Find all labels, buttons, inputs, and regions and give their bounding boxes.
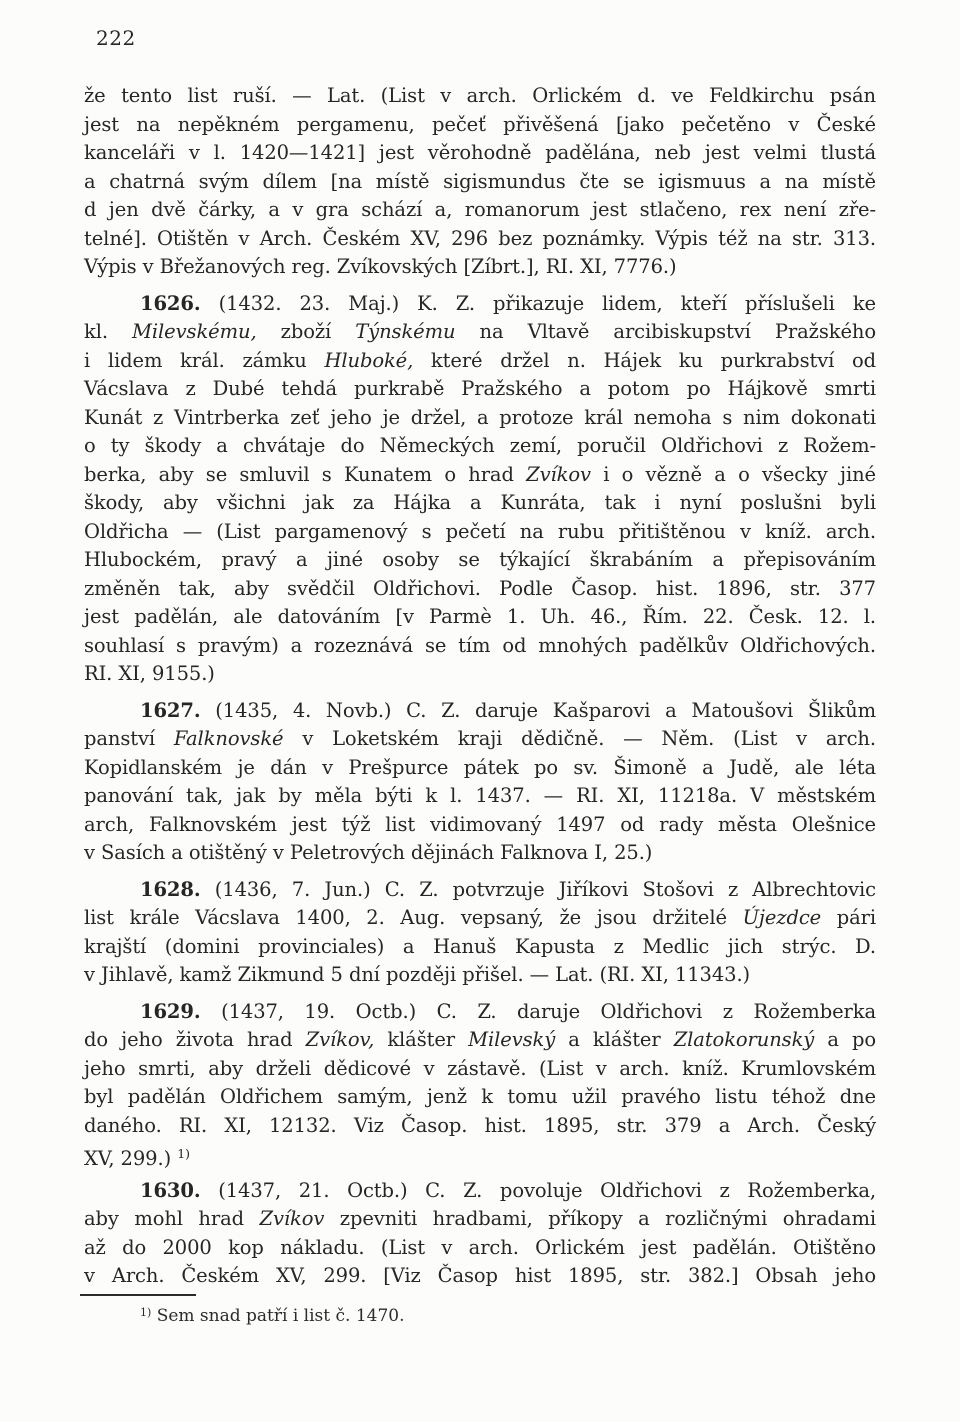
text-segment: RI. XI, 9155.) <box>84 662 215 685</box>
paragraph-entry-1628 <box>84 876 876 990</box>
text-line <box>84 603 876 632</box>
footnote-text <box>140 1306 405 1326</box>
text-line <box>84 811 876 840</box>
text-segment: Kunát z Vintrberka zeť jeho je držel, a protoze král nemoha s nim dokonati <box>84 405 876 429</box>
text-segment: i lidem král. zámku <box>84 348 325 372</box>
text-segment: až do 2000 kop nákladu. (List v arch. Orlickém jest padělán. Otištěno <box>84 1235 876 1259</box>
text-line <box>84 432 876 461</box>
text-line <box>84 518 876 547</box>
text-segment: změněn tak, aby svědčil Oldřichovi. Podle Časop. hist. 1896, str. 377 <box>84 576 876 600</box>
text-line <box>84 461 876 490</box>
paragraph-continuation <box>84 82 876 282</box>
text-segment: Týnskému <box>355 320 456 343</box>
text-line <box>84 318 876 347</box>
text-line <box>84 489 876 518</box>
text-segment: v Jihlavě, kamž Zikmund 5 dní později přišel. — Lat. (RI. XI, 11343.) <box>84 963 751 986</box>
text-segment: kanceláři v l. 1420—1421] jest věrohodně padělána, neb jest velmi tlustá <box>84 141 876 164</box>
text-segment: Zlatokorunský <box>673 1028 815 1051</box>
text-line <box>84 1234 876 1263</box>
text-line <box>84 904 876 933</box>
text-segment: XV, 299.) <box>84 1147 178 1170</box>
text-line <box>84 404 876 433</box>
text-segment: Kopidlanském je dán v Prešpurce pátek po sv. Šimoně a Judě, ale léta <box>84 755 876 779</box>
text-segment: jest na nepěkném pergamenu, pečeť přivěšená [jako pečetěno v České <box>84 112 876 136</box>
text-line <box>84 660 876 689</box>
text-segment: pári <box>821 906 876 929</box>
text-segment: že tento list ruší. — Lat. (List v arch. Orlickém d. ve Feldkirchu psán <box>84 84 876 107</box>
text-segment: telné]. Otištěn v Arch. Českém XV, 296 bez poznámky. Výpis též na str. 313. <box>84 226 876 250</box>
text-segment: jeho smrti, aby drželi dědicové v zástavě. (List v arch. kníž. Krumlovském <box>84 1056 876 1080</box>
text-segment: jest padělán, ale datováním [v Parmè 1. Uh. 46., Řím. 22. Česk. 12. l. <box>84 605 876 628</box>
text-segment: Falknovské <box>173 727 284 750</box>
text-segment: arch, Falknovském jest týž list vidimovaný 1497 od rady města Olešnice <box>84 812 876 836</box>
text-segment: Hluboké, <box>324 348 414 372</box>
text-segment: list krále Vácslava 1400, 2. Aug. vepsaný, že jsou držitelé <box>84 906 743 929</box>
text-segment: na Vltavě arcibiskupství Pražského <box>455 320 876 343</box>
text-line <box>84 1112 876 1141</box>
text-segment: (1435, 4. Novb.) C. Z. daruje Kašparovi a Matoušovi Šlikům <box>200 698 876 722</box>
text-segment: Milevskému, <box>132 320 257 343</box>
text-line <box>84 111 876 140</box>
text-segment: které držel n. Hájek ku purkrabství od <box>413 348 876 372</box>
text-segment: Vácslava z Dubé tehdá purkrabě Pražského a potom po Hájkově smrti <box>84 377 876 400</box>
text-line <box>84 347 876 376</box>
paragraph-entry-1629 <box>84 998 876 1169</box>
text-line <box>84 225 876 254</box>
text-segment: (1436, 7. Jun.) C. Z. potvrzuje Jiříkovi Stošovi z Albrechtovic <box>200 877 876 901</box>
entry-number: 1630. <box>140 1178 201 1202</box>
text-segment: Sem snad patří i list č. 1470. <box>151 1306 405 1326</box>
text-segment: souhlasí s pravým) a rozeznává se tím od mnohých padělkův Oldřichových. <box>84 633 876 657</box>
text-segment: zboží <box>256 320 356 343</box>
text-line <box>84 168 876 197</box>
text-segment: v Sasích a otištěný v Peletrových dějinách Falknova I, 25.) <box>84 841 653 864</box>
entry-number: 1626. <box>140 291 201 315</box>
text-segment: panství <box>84 727 174 750</box>
text-segment: Milevský <box>468 1028 556 1051</box>
text-line <box>84 1083 876 1112</box>
text-line <box>84 1026 876 1055</box>
text-segment: a klášter <box>555 1028 674 1051</box>
text-line <box>84 839 876 868</box>
text-line <box>84 375 876 404</box>
text-segment: Zvíkov, <box>305 1028 375 1051</box>
entry-number: 1627. <box>140 698 201 722</box>
footnote-marker: 1) <box>140 1306 152 1319</box>
text-segment: d jen dvě čárky, a v gra schází a, romanorum jest stlačeno, rex není zře- <box>84 198 876 221</box>
text-segment: krajští (domini provinciales) a Hanuš Kapusta z Medlic jich strýc. D. <box>84 934 876 958</box>
footnote-divider <box>80 1294 196 1296</box>
text-segment: byl padělán Oldřichem samým, jenž k tomu užil pravého listu téhož dne <box>84 1085 876 1108</box>
entry-number: 1628. <box>140 877 201 901</box>
text-line <box>84 139 876 168</box>
text-segment: Zvíkov <box>259 1207 325 1230</box>
text-segment: (1437, 19. Octb.) C. Z. daruje Oldřichovi z Rožemberka <box>200 999 876 1023</box>
paragraph-entry-1630 <box>84 1177 876 1291</box>
text-line <box>84 998 876 1027</box>
text-line <box>84 632 876 661</box>
text-line <box>84 253 876 282</box>
text-segment: panování tak, jak by měla býti k l. 1437. — RI. XI, 11218a. V městském <box>84 784 876 807</box>
text-segment: Oldřicha — (List pargamenový s pečetí na rubu přitištěnou v kníž. arch. <box>84 519 876 543</box>
text-segment: aby mohl hrad <box>84 1207 260 1230</box>
text-line <box>84 1262 876 1291</box>
text-line <box>84 933 876 962</box>
paragraph-entry-1626 <box>84 290 876 689</box>
text-segment: Výpis v Břežanových reg. Zvíkovských [Zíbrt.], RI. XI, 7776.) <box>84 255 677 278</box>
text-segment: škody, aby všichni jak za Hájka a Kunráta, tak i nyní poslušni byli <box>84 491 876 514</box>
text-segment: i o vězně a o všecky jiné <box>590 462 876 486</box>
text-line <box>84 961 876 990</box>
text-segment: kl. <box>84 320 133 343</box>
entry-number: 1629. <box>140 999 201 1023</box>
text-block <box>84 82 876 1291</box>
text-segment: a po <box>814 1028 876 1051</box>
text-segment: daného. RI. XI, 12132. Viz Časop. hist. 1895, str. 379 a Arch. Český <box>84 1113 876 1137</box>
text-segment: Újezdce <box>742 906 822 929</box>
text-segment: zpevniti hradbami, příkopy a rozličnými ohradami <box>324 1207 876 1230</box>
text-line <box>84 697 876 726</box>
text-segment: (1432. 23. Maj.) K. Z. přikazuje lidem, kteří příslušeli ke <box>200 291 876 315</box>
text-line <box>84 1177 876 1206</box>
paragraph-entry-1627 <box>84 697 876 868</box>
text-line <box>84 1055 876 1084</box>
text-line <box>84 546 876 575</box>
text-line <box>84 725 876 754</box>
text-line <box>84 876 876 905</box>
text-segment: klášter <box>374 1028 469 1051</box>
text-segment: v Loketském kraji dědičně. — Něm. (List v arch. <box>283 727 876 750</box>
text-line <box>84 1205 876 1234</box>
page-number: 222 <box>96 26 136 50</box>
text-segment: a chatrná svým dílem [na místě sigismundus čte se igismuus a na místě <box>84 169 876 193</box>
text-line <box>84 1140 876 1169</box>
text-line <box>84 782 876 811</box>
text-segment: Zvíkov <box>526 462 591 486</box>
text-line <box>84 575 876 604</box>
text-segment: do jeho života hrad <box>84 1028 306 1051</box>
text-segment: v Arch. Českém XV, 299. [Viz Časop hist 1895, str. 382.] Obsah jeho <box>84 1264 876 1287</box>
text-line <box>84 290 876 319</box>
footnote-marker: 1) <box>177 1146 191 1161</box>
text-segment: o ty škody a chvátaje do Německých zemí, poručil Oldřichovi z Rožem- <box>84 434 876 457</box>
text-segment: Hlubockém, pravý a jiné osoby se týkající škrabáním a přepisováním <box>84 548 876 571</box>
text-segment: (1437, 21. Octb.) C. Z. povoluje Oldřichovi z Rožemberka, <box>200 1178 876 1202</box>
text-line <box>84 754 876 783</box>
text-line <box>84 82 876 111</box>
text-segment: berka, aby se smluvil s Kunatem o hrad <box>84 462 527 486</box>
text-line <box>84 196 876 225</box>
